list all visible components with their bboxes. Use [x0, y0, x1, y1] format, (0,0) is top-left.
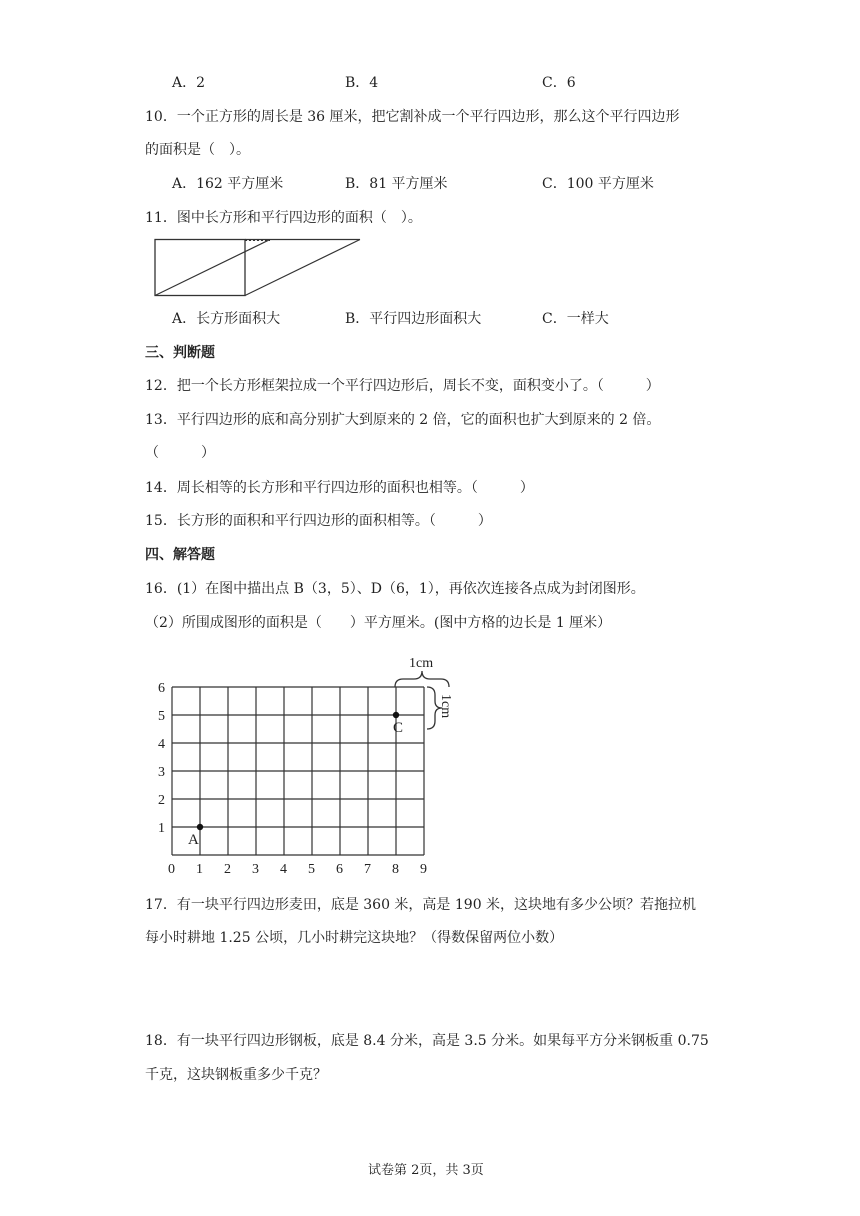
- x-tick-label: 0: [168, 862, 175, 877]
- x-tick-label: 2: [224, 862, 231, 877]
- parallelogram-right-edge: [245, 240, 360, 296]
- q10-text-line2: 的面积是（ ）。: [145, 142, 250, 158]
- q17-text-line2: 每小时耕地 1.25 公顷，几小时耕完这块地？（得数保留两位小数）: [145, 930, 564, 946]
- point-label-a: A: [188, 832, 199, 848]
- horizontal-brace-icon: [395, 671, 449, 687]
- x-tick-label: 7: [364, 862, 371, 877]
- x-tick-label: 9: [420, 862, 427, 877]
- point-label-c: C: [393, 720, 404, 736]
- x-tick-label: 6: [336, 862, 343, 877]
- vertical-scale-label: 1cm: [438, 694, 453, 719]
- q15-text: 15．长方形的面积和平行四边形的面积相等。（ ）: [145, 513, 492, 529]
- section4-title: 四、解答题: [145, 547, 215, 563]
- q17-text-line1: 17．有一块平行四边形麦田，底是 360 米，高是 190 米，这块地有多少公顷？若拖拉机: [145, 897, 697, 913]
- q9-option-c: C．6: [542, 75, 576, 91]
- q14-text: 14．周长相等的长方形和平行四边形的面积也相等。（ ）: [145, 480, 534, 496]
- q12-text: 12．把一个长方形框架拉成一个平行四边形后，周长不变，面积变小了。（ ）: [145, 378, 660, 394]
- x-tick-label: 4: [280, 862, 287, 877]
- q11-option-a: A．长方形面积大: [172, 311, 281, 327]
- point-a: [197, 824, 203, 830]
- q13-text-line2: （ ）: [145, 445, 215, 461]
- coordinate-grid: [150, 650, 470, 880]
- rectangle-shape: [155, 240, 245, 296]
- y-tick-label: 3: [158, 765, 165, 780]
- page-footer: 试卷第 2页，共 3页: [368, 1163, 484, 1178]
- q11-text: 11．图中长方形和平行四边形的面积（ ）。: [145, 210, 422, 226]
- parallelogram-left-edge: [155, 240, 270, 296]
- q16-text-line2: （2）所围成图形的面积是（ ）平方厘米。(图中方格的边长是 1 厘米）: [145, 615, 612, 631]
- x-tick-label: 8: [392, 862, 399, 877]
- q13-text-line1: 13．平行四边形的底和高分别扩大到原来的 2 倍，它的面积也扩大到原来的 2 倍。: [145, 412, 661, 428]
- x-tick-label: 3: [252, 862, 259, 877]
- q11-option-b: B．平行四边形面积大: [345, 311, 482, 327]
- q10-option-c: C．100 平方厘米: [542, 176, 654, 192]
- q10-option-b: B．81 平方厘米: [345, 176, 448, 192]
- x-tick-label: 1: [196, 862, 203, 877]
- q9-option-b: B．4: [345, 75, 379, 91]
- q16-text-line1: 16．(1）在图中描出点 B（3，5）、D（6，1），再依次连接各点成为封闭图形。: [145, 581, 645, 597]
- q10-option-a: A．162 平方厘米: [172, 176, 284, 192]
- q11-option-c: C．一样大: [542, 311, 609, 327]
- q9-option-a: A．2: [172, 75, 206, 91]
- horizontal-scale-label: 1cm: [409, 656, 434, 671]
- y-tick-label: 2: [158, 793, 165, 808]
- section3-title: 三、判断题: [145, 345, 215, 361]
- rectangle-parallelogram-figure: [150, 234, 370, 304]
- q10-text-line1: 10．一个正方形的周长是 36 厘米，把它割补成一个平行四边形，那么这个平行四边形: [145, 109, 680, 125]
- point-c: [393, 712, 399, 718]
- y-tick-label: 4: [158, 737, 165, 752]
- grid-lines: [172, 687, 424, 855]
- q18-text-line2: 千克，这块钢板重多少千克？: [145, 1067, 327, 1083]
- q18-text-line1: 18．有一块平行四边形钢板，底是 8.4 分米，高是 3.5 分米。如果每平方分米钢板重 0.75: [145, 1033, 709, 1049]
- y-tick-label: 6: [158, 681, 165, 696]
- y-tick-label: 5: [158, 709, 165, 724]
- x-tick-label: 5: [308, 862, 315, 877]
- y-tick-label: 1: [158, 821, 165, 836]
